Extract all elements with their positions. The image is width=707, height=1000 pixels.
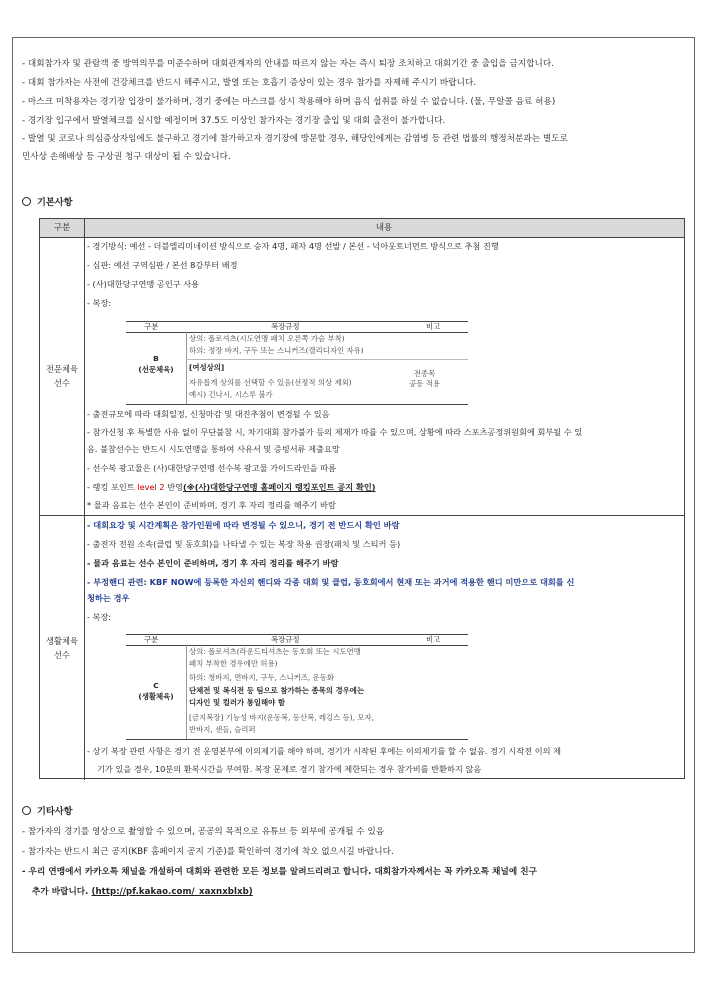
- notice-line: - 발열 및 코로나 의심증상자임에도 불구하고 경기에 참가하고자 경기장에 방문할 경우, 해당인에게는 감염병 등 관련 법률의 행정처분과는 별도로: [22, 134, 568, 144]
- other-line-kakao: 추가 바랍니다. (http://pf.kakao.com/_xaxnxblxb): [32, 887, 253, 897]
- category-pro: 전문체육 선수: [40, 237, 85, 515]
- dress-rule: 하의: 청바지, 면바지, 구두, 스니커즈, 운동화: [189, 673, 335, 682]
- pro-dress-table: 구분 복장규정 비고 B (선문체육) 상의: 폴로셔츠(시도연맹 패치 오른쪽 가슴 부착) 하의: 정장 바지, 구두 또는 스니커즈(캘리디자인 자유) [여성상의] 자유롭게 상의를 선택할 수 있음(선정적 의상 제외) 예시) 긴나시, 시스루 불가 전종목 공동 적용: [126, 321, 468, 405]
- dress-rule: 단체전 및 복식전 등 팀으로 참가하는 종목의 경우에는: [189, 686, 365, 695]
- pro-line: - (사)대한당구연맹 공인구 사용: [87, 279, 200, 289]
- amateur-line: - 상기 복장 관련 사항은 경기 전 운영본부에 이의제기를 해야 하며, 경기가 시작된 후에는 이의제기를 할 수 없음. 경기 시작전 이의 제: [87, 746, 562, 756]
- notice-line: 민사상 손해배상 등 구상권 청구 대상이 될 수 있습니다.: [22, 152, 231, 162]
- ranking-line: - 랭킹 포인트 level 2 반영(※(사)대한당구연맹 홈페이지 랭킹포인트 공지 확인): [87, 482, 376, 492]
- amateur-line: - 대회요강 및 시간계획은 참가인원에 따라 변경될 수 있으니, 경기 전 반드시 확인 바람: [87, 520, 400, 530]
- section-other-heading: [22, 803, 73, 817]
- dress-rule: 자유롭게 상의를 선택할 수 있음(선정적 의상 제외): [189, 378, 352, 387]
- amateur-dress-table: 구분 복장규정 비고 C (생활체육) 상의: 폴로셔츠(라운드티셔츠는 동호회 또는 시도연맹 패치 부착한 경우에만 허용) 하의: 청바지, 면바지, 구두, 스니커즈, 운동화 단체전 및 복식전 등 팀으로 참가하는 종목의 경우에는 디자인 및 컬러가 통일해야 함 [금지복장] 기능성 바지(운동복, 등산복, 레깅스 등), 모자, 반바지, 샌들, 슬리퍼: [126, 634, 468, 740]
- dress-rule: 반바지, 샌들, 슬리퍼: [189, 725, 256, 734]
- amateur-line: 청하는 경우: [87, 593, 130, 603]
- section-other-label: 기타사항: [37, 806, 73, 817]
- circle-bullet-icon: [22, 806, 31, 815]
- pro-line: - 경기방식: 예선 - 더블엘리미네이션 방식으로 승자 4명, 패자 4명 선발 / 본선 - 넉아웃토너먼트 방식으로 추첨 진행: [87, 241, 499, 251]
- pro-line: - 심판: 예선 구역심판 / 본선 8강부터 배정: [87, 260, 238, 270]
- header-content: 내용: [375, 223, 393, 233]
- amateur-line: - 출전자 전원 소속(클럽 및 동호회)을 나타낼 수 있는 복장 착용 권장(패치 및 스티커 등): [87, 539, 401, 549]
- kakao-channel-link[interactable]: (http://pf.kakao.com/_xaxnxblxb): [91, 887, 253, 897]
- pro-line: - 출전규모에 따라 대회일정, 신청마감 및 대진추첨이 변경될 수 있음: [87, 409, 330, 419]
- dress-rule: [여성상의]: [189, 363, 225, 372]
- other-line: - 우리 연맹에서 카카오톡 채널을 개설하여 대회와 관련한 모든 정보를 알려드리려고 합니다. 대회참가자께서는 꼭 카카오톡 채널에 친구: [22, 867, 537, 877]
- table-header: [40, 219, 684, 238]
- pro-line: - 복장:: [87, 298, 112, 308]
- pro-line: 음. 불참선수는 반드시 시도연맹을 통하여 사유서 및 증빙서류 제출요망: [87, 444, 340, 454]
- dress-rule: 예시) 긴나시, 시스루 불가: [189, 390, 273, 399]
- notice-line: - 대회참가자 및 관람객 중 방역의무를 미준수하며 대회관계자의 안내를 따르지 않는 자는 즉시 퇴장 조치하고 대회기간 중 출입을 금지합니다.: [22, 59, 555, 69]
- dress-rule: [금지복장] 기능성 바지(운동복, 등산복, 레깅스 등), 모자,: [189, 713, 374, 722]
- dress-rule: 상의: 폴로셔츠(라운드티셔츠는 동호회 또는 시도연맹: [189, 647, 361, 656]
- amateur-line: - 부정핸디 관련: KBF NOW에 등록한 자신의 핸디와 각종 대회 및 클럽, 동호회에서 현재 또는 과거에 적용한 핸디 미만으로 대회를 신: [87, 577, 575, 587]
- pro-line: * 물과 음료는 선수 본인이 준비하며, 경기 후 자리 정리를 해주기 바람: [87, 500, 336, 510]
- amateur-dress-category: C (생활체육): [138, 681, 174, 701]
- notice-line: - 대회 참가자는 사전에 건강체크를 반드시 해주시고, 발열 또는 호흡기 증상이 있는 경우 참가를 자제해 주시기 바랍니다.: [22, 78, 477, 88]
- section-basic-heading: [22, 194, 73, 208]
- pro-line: - 참가신청 후 특별한 사유 없이 무단불참 시, 차기대회 참가불가 등의 제재가 따를 수 있으며, 상황에 따라 스포츠공정위원회에 회부될 수 있: [87, 427, 583, 437]
- header-category: 구분: [40, 219, 85, 237]
- circle-bullet-icon: [22, 197, 31, 206]
- dress-rule: 상의: 폴로셔츠(시도연맹 패치 오른쪽 가슴 부착): [189, 334, 345, 343]
- dress-rule: 하의: 정장 바지, 구두 또는 스니커즈(캘리디자인 자유): [189, 346, 364, 355]
- amateur-line: 기가 있을 경우, 10분의 환복시간을 부여함. 복장 문제로 경기 참가에 제한되는 경우 참가비를 반환하지 않음: [97, 764, 482, 774]
- section-basic-label: 기본사항: [37, 197, 73, 208]
- notice-line: - 마스크 미착용자는 경기장 입장이 불가하며, 경기 중에는 마스크를 상시 착용해야 하며 음식 섭취를 하실 수 없습니다. (물, 무알콜 음료 허용): [22, 97, 556, 107]
- pro-line: - 선수복 광고물은 (사)대한당구연맹 선수복 광고물 가이드라인을 따름: [87, 463, 337, 473]
- dress-rule: 디자인 및 컬러가 통일해야 함: [189, 698, 285, 707]
- category-amateur: 생활체육 선수: [40, 516, 85, 780]
- other-line: - 참가자는 반드시 최근 공지(KBF 홈페이지 공지 기준)를 확인하여 경기에 착오 없으시길 바랍니다.: [22, 847, 394, 857]
- amateur-line: - 물과 음료는 선수 본인이 준비하며, 경기 후 자리 정리를 해주기 바람: [87, 558, 339, 568]
- other-line: - 참가자의 경기를 영상으로 촬영할 수 있으며, 공공의 목적으로 유튜브 등 외부에 공개될 수 있음: [22, 827, 385, 837]
- dress-rule: 패치 부착한 경우에만 허용): [189, 659, 278, 668]
- amateur-line: - 복장:: [87, 612, 112, 622]
- basic-info-table: [39, 218, 685, 779]
- notice-line: - 경기장 입구에서 발열체크를 실시할 예정이며 37.5도 이상인 참가자는 경기장 출입 및 대회 출전이 불가합니다.: [22, 116, 446, 126]
- pro-dress-category: B (선문체육): [138, 354, 174, 374]
- dress-note: 전종목 공동 적용: [409, 369, 440, 388]
